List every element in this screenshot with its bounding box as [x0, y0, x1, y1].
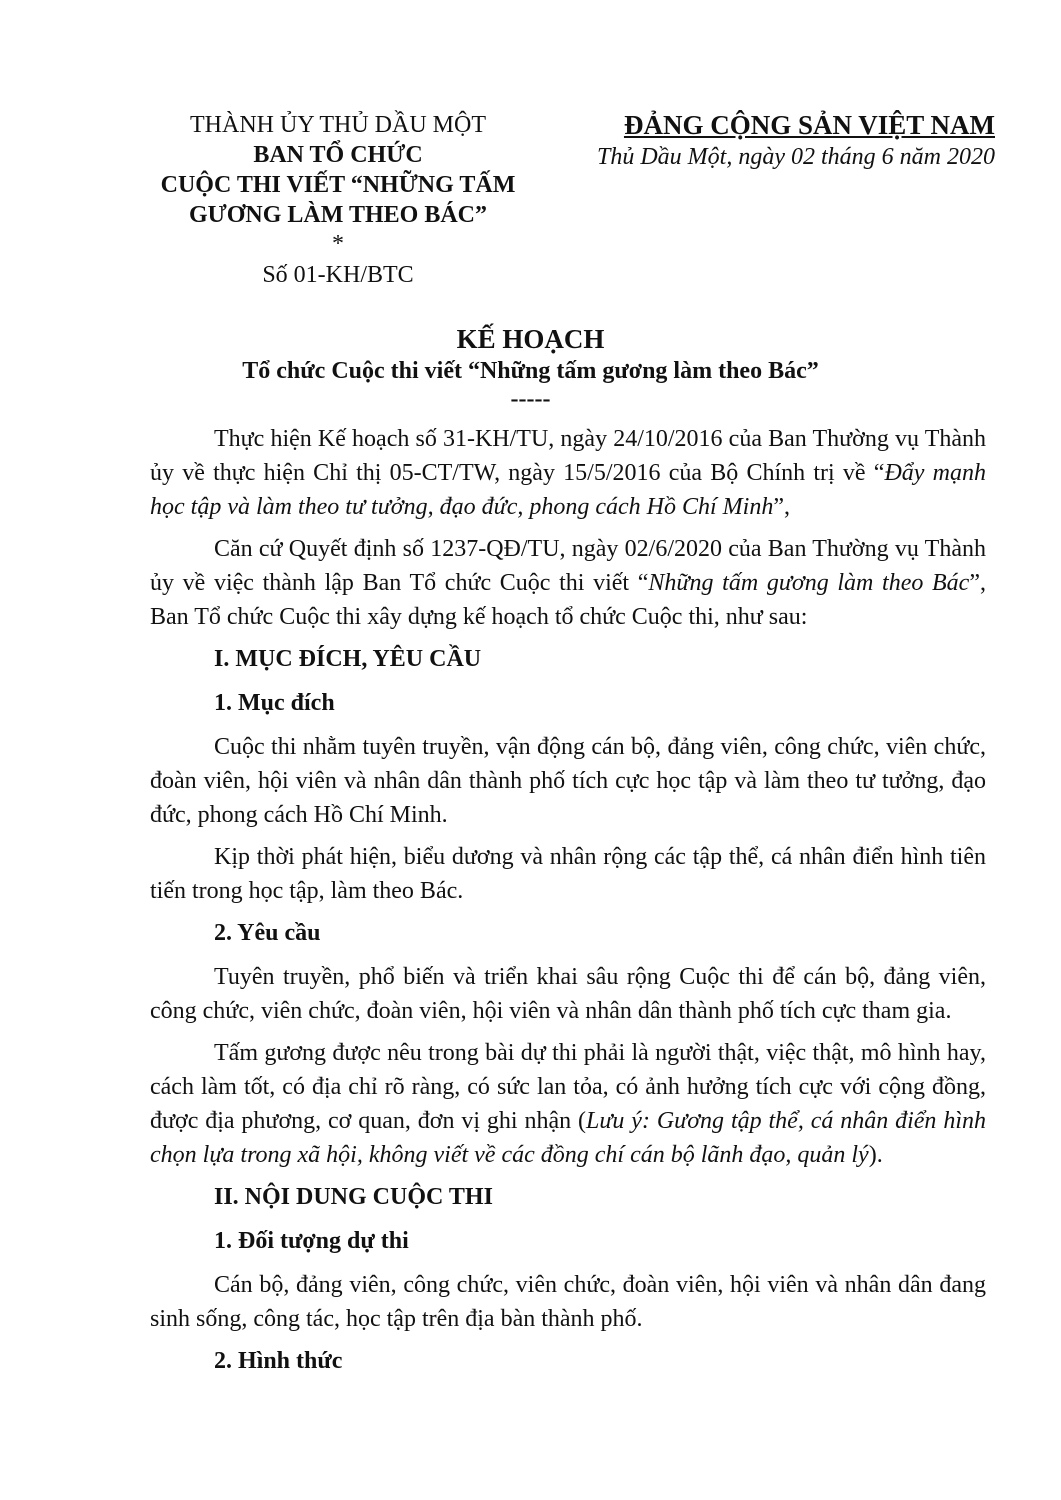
title-divider: -----: [510, 386, 551, 412]
national-header: [555, 108, 995, 172]
section-2-heading: II. NỘI DUNG CUỘC THI: [214, 1184, 493, 1210]
section-2-1-heading: 1. Đối tượng dự thi: [214, 1228, 409, 1254]
section-1-heading: I. MỤC ĐÍCH, YÊU CẦU: [214, 646, 482, 672]
section-2-2-heading: 2. Hình thức: [214, 1348, 343, 1374]
document-title: KẾ HOẠCH: [456, 324, 605, 354]
party-name: ĐẢNG CỘNG SẢN VIỆT NAM: [623, 110, 995, 140]
section-1-1-paragraph-1: Cuộc thi nhằm tuyên truyền, vận động cán bộ, đảng viên, công chức, viên chức, đoàn viên, hội viên và nhân dân thành phố tích cực học tập và làm theo tư tưởng, đạo đức, phong cách Hồ Chí Minh.: [150, 734, 986, 828]
intro-paragraph-1: Thực hiện Kế hoạch số 31-KH/TU, ngày 24/10/2016 của Ban Thường vụ Thành ủy về thực hiện Chỉ thị 05-CT/TW, ngày 15/5/2016 của Bộ Chính trị về “Đẩy mạnh học tập và làm theo tư tưởng, đạo đức, phong cách Hồ Chí Minh”,: [150, 426, 986, 520]
section-1-2-paragraph-2: Tấm gương được nêu trong bài dự thi phải là người thật, việc thật, mô hình hay, cách làm tốt, có địa chỉ rõ ràng, có sức lan tỏa, có ảnh hưởng tích cực với cộng đồng, được địa phương, cơ quan, đơn vị ghi nhận (Lưu ý: Gương tập thể, cá nhân điển hình chọn lựa trong xã hội, không viết về các đồng chí cán bộ lãnh đạo, quản lý).: [150, 1040, 986, 1168]
issuer-star: *: [332, 231, 344, 257]
document-subtitle: Tổ chức Cuộc thi viết “Những tấm gương làm theo Bác”: [242, 358, 819, 384]
section-1-2-paragraph-1: Tuyên truyền, phổ biến và triển khai sâu rộng Cuộc thi để cán bộ, đảng viên, công chức, viên chức, đoàn viên, hội viên và nhân dân thành phố tích cực tham gia.: [150, 964, 986, 1024]
issuer-line-4: GƯƠNG LÀM THEO BÁC”: [188, 202, 488, 228]
issuer-line-2: BAN TỔ CHỨC: [253, 142, 423, 168]
section-1-1-heading: 1. Mục đích: [214, 690, 335, 716]
issuer-block: [138, 110, 538, 290]
section-1-2-heading: 2. Yêu cầu: [214, 920, 321, 946]
issuer-line-3: CUỘC THI VIẾT “NHỮNG TẤM: [160, 172, 516, 198]
place-date: Thủ Dầu Một, ngày 02 tháng 6 năm 2020: [597, 144, 995, 170]
document-body: [150, 422, 986, 1388]
document-number: Số 01-KH/BTC: [262, 262, 414, 288]
issuer-line-1: THÀNH ỦY THỦ DẦU MỘT: [190, 112, 486, 138]
intro-paragraph-2: Căn cứ Quyết định số 1237-QĐ/TU, ngày 02/6/2020 của Ban Thường vụ Thành ủy về việc thành lập Ban Tổ chức Cuộc thi viết “Những tấm gương làm theo Bác”, Ban Tổ chức Cuộc thi xây dựng kế hoạch tổ chức Cuộc thi, như sau:: [150, 536, 986, 630]
document-title-block: [0, 322, 1061, 412]
section-1-1-paragraph-2: Kịp thời phát hiện, biểu dương và nhân rộng các tập thể, cá nhân điển hình tiên tiến trong học tập, làm theo Bác.: [150, 844, 986, 904]
section-2-1-paragraph-1: Cán bộ, đảng viên, công chức, viên chức, đoàn viên, hội viên và nhân dân đang sinh sống, công tác, học tập trên địa bàn thành phố.: [150, 1272, 986, 1332]
